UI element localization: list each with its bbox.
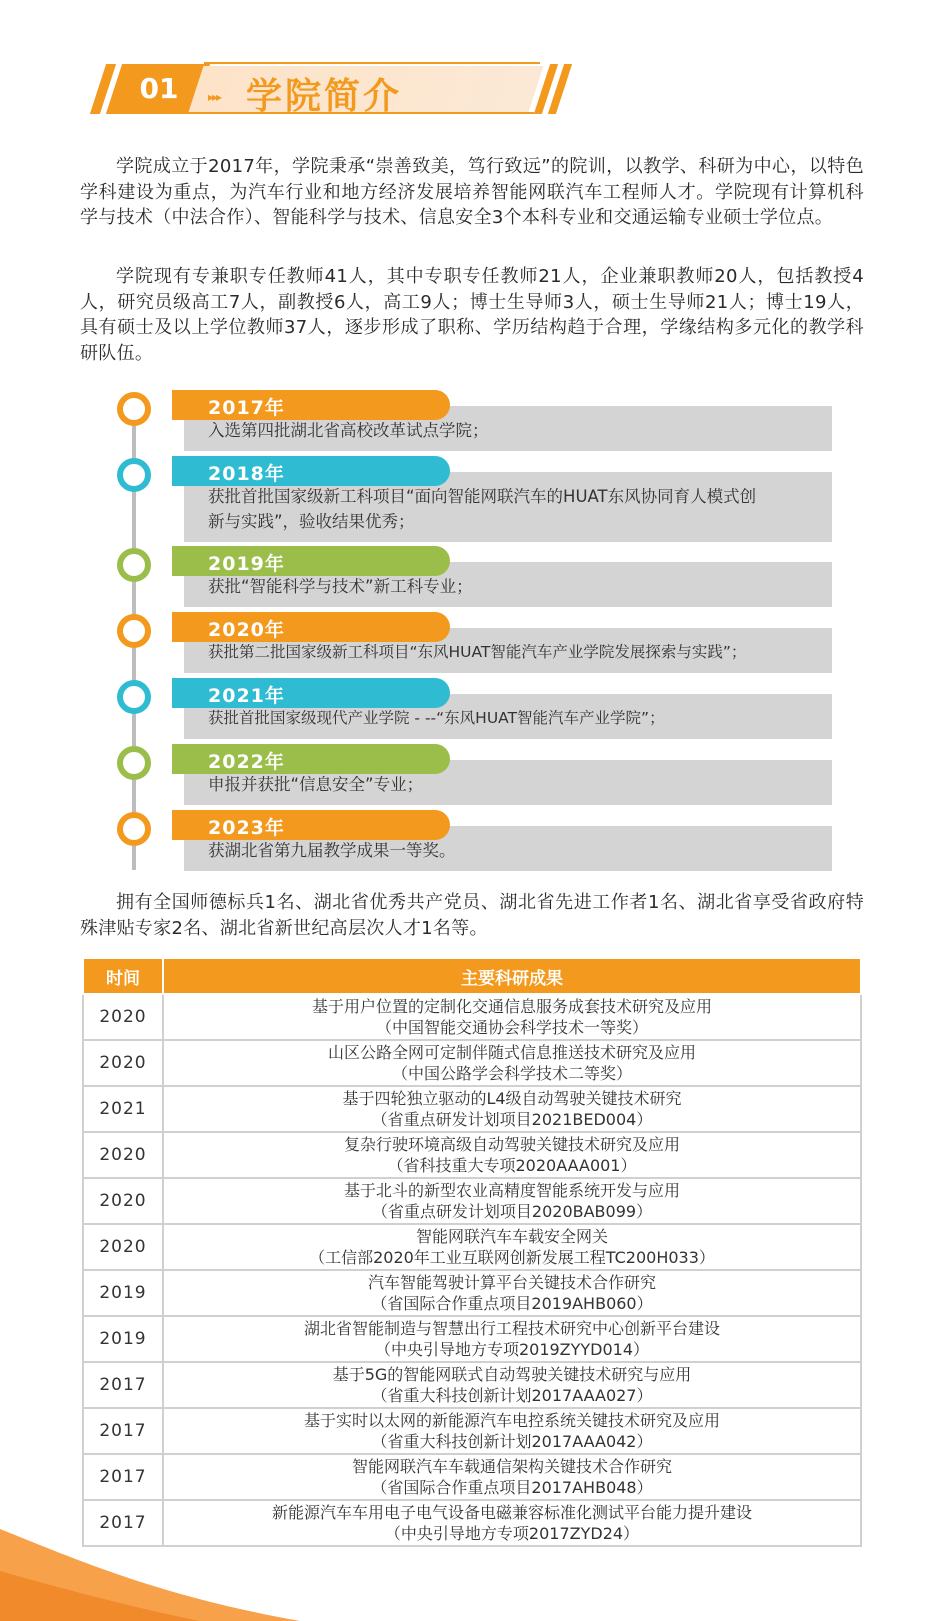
- timeline-year-tag: [172, 744, 450, 774]
- result-note: （省国际合作重点项目2017AHB048）: [371, 1478, 653, 1497]
- table-row: [83, 1132, 861, 1178]
- row-result: [163, 994, 861, 1040]
- result-note: （中国智能交通协会科学技术一等奖）: [375, 1018, 648, 1037]
- timeline-year-tag: [172, 612, 450, 642]
- timeline-item: [0, 614, 926, 674]
- corner-wave-decoration: [0, 1501, 400, 1621]
- timeline-year: 2020年: [208, 619, 285, 641]
- row-result: [163, 1316, 861, 1362]
- row-year: 2017: [83, 1454, 163, 1500]
- result-note: （省国际合作重点项目2019AHB060）: [371, 1294, 653, 1313]
- timeline-item: [0, 812, 926, 872]
- timeline-year: 2018年: [208, 463, 285, 485]
- timeline-year-tag: [172, 390, 450, 420]
- column-header-results: 主要科研成果: [163, 958, 861, 994]
- timeline-item: [0, 680, 926, 740]
- intro-paragraph: 学院成立于2017年，学院秉承“崇善致美，笃行致远”的院训，以教学、科研为中心，以特色学科建设为重点，为汽车行业和地方经济发展培养智能网联汽车工程师人才。学院现有计算机科学与技术（中法合作）、智能科学与技术、信息安全3个本科专业和交通运输专业硕士学位点。: [80, 156, 864, 228]
- header-top-rule: [204, 62, 540, 64]
- timeline-dot-icon: [117, 680, 151, 714]
- result-title: 智能网联汽车车载通信架构关键技术合作研究: [351, 1457, 672, 1476]
- timeline-item: [0, 458, 926, 531]
- result-note: （工信部2020年工业互联网创新发展工程TC200H033）: [309, 1248, 715, 1267]
- timeline-year-tag: [172, 456, 450, 486]
- result-note: （中国公路学会科学技术二等奖）: [391, 1064, 632, 1083]
- table-row: [83, 1086, 861, 1132]
- arrow-decoration-icon: ▸▸▸: [208, 90, 221, 104]
- result-title: 智能网联汽车车载安全网关: [415, 1227, 608, 1246]
- timeline-text: 获批第二批国家级新工科项目“东风HUAT智能汽车产业学院发展探索与实践”；: [184, 628, 832, 673]
- row-result: [163, 1132, 861, 1178]
- timeline-dot-icon: [117, 458, 151, 492]
- row-year: 2020: [83, 1178, 163, 1224]
- faculty-paragraph: 学院现有专兼职专任教师41人，其中专职专任教师21人，企业兼职教师20人，包括教授4人，研究员级高工7人，副教授6人，高工9人；博士生导师3人，硕士生导师21人；博士19人，具有硕士及以上学位教师37人，逐步形成了职称、学历结构趋于合理，学缘结构多元化的教学科研队伍。: [80, 266, 864, 364]
- timeline-item: [0, 746, 926, 806]
- result-title: 基于北斗的新型农业高精度智能系统开发与应用: [343, 1181, 680, 1200]
- result-title: 山区公路全网可定制伴随式信息推送技术研究及应用: [327, 1043, 696, 1062]
- timeline-year: 2022年: [208, 751, 285, 773]
- timeline-year-tag: [172, 678, 450, 708]
- timeline-year: 2019年: [208, 553, 285, 575]
- table-row: [83, 1178, 861, 1224]
- result-title: 湖北省智能制造与智慧出行工程技术研究中心创新平台建设: [303, 1319, 720, 1338]
- table-row: [83, 1224, 861, 1270]
- table-row: [83, 1040, 861, 1086]
- result-title: 基于四轮独立驱动的L4级自动驾驶关键技术研究: [342, 1089, 682, 1108]
- column-header-time: 时间: [83, 958, 163, 994]
- table-row: [83, 994, 861, 1040]
- research-table: [82, 957, 862, 1547]
- section-title: 学院简介: [246, 76, 403, 117]
- row-year: 2017: [83, 1362, 163, 1408]
- row-year: 2017: [83, 1500, 163, 1546]
- result-note: （省重点研发计划项目2021BED004）: [371, 1110, 653, 1129]
- section-header: [96, 60, 576, 116]
- timeline-text: 入选第四批湖北省高校改革试点学院；: [184, 406, 832, 451]
- row-result: [163, 1086, 861, 1132]
- honors-paragraph: 拥有全国师德标兵1名、湖北省优秀共产党员、湖北省先进工作者1名、湖北省享受省政府特殊津贴专家2名、湖北省新世纪高层次人才1名等。: [80, 892, 864, 939]
- timeline-year-tag: [172, 810, 450, 840]
- section-number: 01: [139, 72, 179, 105]
- table-row: [83, 1454, 861, 1500]
- timeline-year: 2021年: [208, 685, 285, 707]
- timeline-dot-icon: [117, 392, 151, 426]
- table-row: [83, 1270, 861, 1316]
- result-title: 基于5G的智能网联式自动驾驶关键技术研究与应用: [332, 1365, 692, 1384]
- result-title: 新能源汽车车用电子电气设备电磁兼容标准化测试平台能力提升建设: [271, 1503, 752, 1522]
- table-row: [83, 1316, 861, 1362]
- result-title: 汽车智能驾驶计算平台关键技术合作研究: [367, 1273, 656, 1292]
- timeline-year: 2023年: [208, 817, 285, 839]
- timeline-dot-icon: [117, 548, 151, 582]
- result-note: （中央引导地方专项2019ZYYD014）: [374, 1340, 650, 1359]
- timeline-dot-icon: [117, 812, 151, 846]
- table-row: [83, 1362, 861, 1408]
- timeline-text: 申报并获批“信息安全”专业；: [184, 760, 832, 805]
- row-year: 2020: [83, 994, 163, 1040]
- timeline-item: [0, 392, 926, 452]
- timeline-text: 获批“智能科学与技术”新工科专业；: [184, 562, 832, 607]
- result-note: （省重大科技创新计划2017AAA027）: [371, 1386, 653, 1405]
- result-title: 基于实时以太网的新能源汽车电控系统关键技术研究及应用: [303, 1411, 720, 1430]
- result-note: （省重大科技创新计划2017AAA042）: [371, 1432, 653, 1451]
- table-header-row: [83, 958, 861, 994]
- result-note: （省重点研发计划项目2020BAB099）: [371, 1202, 653, 1221]
- row-year: 2021: [83, 1086, 163, 1132]
- timeline-year-tag: [172, 546, 450, 576]
- result-title: 复杂行驶环境高级自动驾驶关键技术研究及应用: [343, 1135, 680, 1154]
- row-year: 2020: [83, 1132, 163, 1178]
- row-year: 2020: [83, 1040, 163, 1086]
- result-title: 基于用户位置的定制化交通信息服务成套技术研究及应用: [311, 997, 712, 1016]
- timeline-text: 获批首批国家级新工科项目“面向智能网联汽车的HUAT东风协同育人模式创新与实践”，验收结果优秀；: [184, 472, 832, 542]
- row-result: [163, 1408, 861, 1454]
- row-year: 2019: [83, 1270, 163, 1316]
- row-result: [163, 1178, 861, 1224]
- timeline-year: 2017年: [208, 397, 285, 419]
- timeline-dot-icon: [117, 746, 151, 780]
- result-note: （中央引导地方专项2017ZYD24）: [384, 1524, 640, 1543]
- result-note: （省科技重大专项2020AAA001）: [387, 1156, 637, 1175]
- row-result: [163, 1362, 861, 1408]
- timeline-text: 获湖北省第九届教学成果一等奖。: [184, 826, 832, 871]
- row-year: 2017: [83, 1408, 163, 1454]
- row-result: [163, 1270, 861, 1316]
- row-result: [163, 1224, 861, 1270]
- timeline-dot-icon: [117, 614, 151, 648]
- table-row: [83, 1408, 861, 1454]
- row-year: 2019: [83, 1316, 163, 1362]
- row-year: 2020: [83, 1224, 163, 1270]
- row-result: [163, 1454, 861, 1500]
- timeline-text: 获批首批国家级现代产业学院 - --“东风HUAT智能汽车产业学院”；: [184, 694, 832, 739]
- timeline-item: [0, 548, 926, 608]
- row-result: [163, 1040, 861, 1086]
